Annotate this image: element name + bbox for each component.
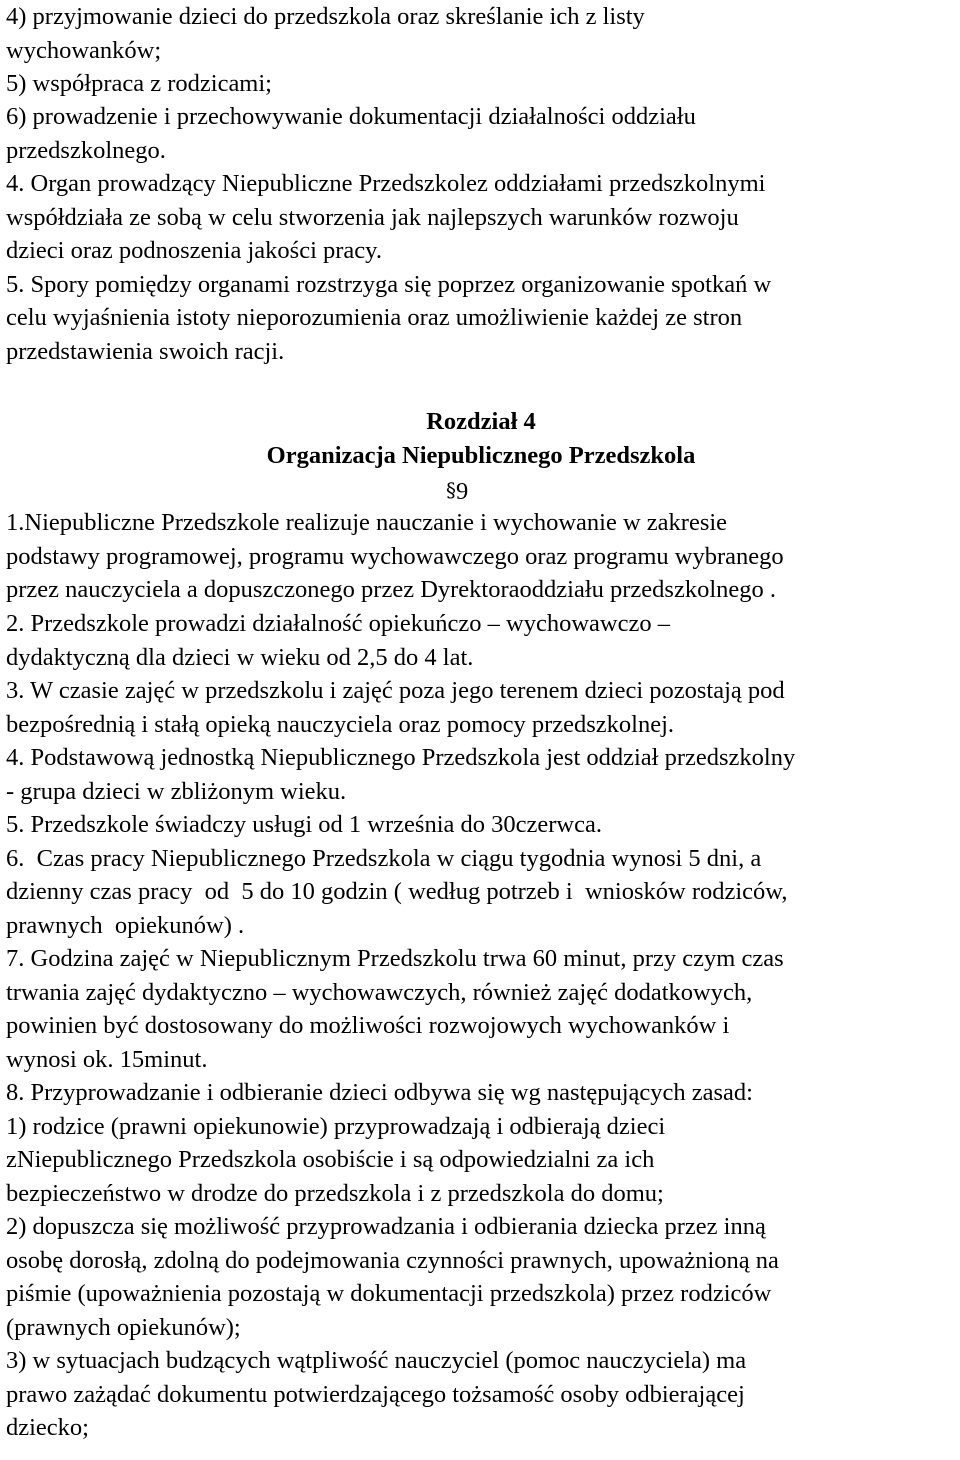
text-line: 6) prowadzenie i przechowywanie dokumentacji działalności oddziału bbox=[6, 103, 696, 130]
text-line: 3) w sytuacjach budzących wątpliwość nauczyciel (pomoc nauczyciela) ma bbox=[6, 1347, 747, 1374]
section-heading bbox=[446, 475, 468, 505]
text-line: 8. Przyprowadzanie i odbieranie dzieci odbywa się wg następujących zasad: bbox=[6, 1079, 753, 1106]
text-line: piśmie (upoważnienia pozostają w dokumentacji przedszkola) przez rodziców bbox=[6, 1280, 772, 1307]
section-number: 9 bbox=[456, 478, 469, 505]
text-line: podstawy programowej, programu wychowawczego oraz programu wybranego bbox=[6, 543, 784, 570]
text-line: 6. Czas pracy Niepublicznego Przedszkola w ciągu tygodnia wynosi 5 dni, a bbox=[6, 845, 762, 872]
text-line: zNiepublicznego Przedszkola osobiście i są odpowiedzialni za ich bbox=[6, 1146, 655, 1173]
text-line: współdziała ze sobą w celu stworzenia jak najlepszych warunków rozwoju bbox=[6, 204, 739, 231]
text-line: dzieci oraz podnoszenia jakości pracy. bbox=[6, 237, 382, 264]
text-line: 1) rodzice (prawni opiekunowie) przyprowadzają i odbierają dzieci bbox=[6, 1113, 666, 1140]
text-line: osobę dorosłą, zdolną do podejmowania czynności prawnych, upoważnioną na bbox=[6, 1247, 779, 1274]
text-line: prawnych opiekunów) . bbox=[6, 912, 245, 939]
text-line: 5) współpraca z rodzicami; bbox=[6, 70, 272, 97]
text-line: przedszkolnego. bbox=[6, 137, 166, 164]
text-line: 4. Organ prowadzący Niepubliczne Przedszkolez oddziałami przedszkolnymi bbox=[6, 170, 766, 197]
text-line: dzienny czas pracy od 5 do 10 godzin ( według potrzeb i wniosków rodziców, bbox=[6, 878, 788, 905]
text-line: bezpieczeństwo w drodze do przedszkola i z przedszkola do domu; bbox=[6, 1180, 664, 1207]
text-line: dziecko; bbox=[6, 1414, 89, 1441]
text-line: 1.Niepubliczne Przedszkole realizuje nauczanie i wychowanie w zakresie bbox=[6, 509, 728, 536]
text-line: 5. Przedszkole świadczy usługi od 1 września do 30czerwca. bbox=[6, 811, 602, 838]
text-line: przedstawienia swoich racji. bbox=[6, 338, 285, 365]
text-line: wychowanków; bbox=[6, 37, 162, 64]
text-line: bezpośrednią i stałą opieką nauczyciela oraz pomocy przedszkolnej. bbox=[6, 711, 675, 738]
text-line: 4. Podstawową jednostką Niepublicznego Przedszkola jest oddział przedszkolny bbox=[6, 744, 796, 771]
section-sign: § bbox=[446, 478, 456, 502]
text-line: celu wyjaśnienia istoty nieporozumienia oraz umożliwienie każdej ze stron bbox=[6, 304, 743, 331]
text-line: 5. Spory pomiędzy organami rozstrzyga się poprzez organizowanie spotkań w bbox=[6, 271, 772, 298]
text-line: 2) dopuszcza się możliwość przyprowadzania i odbierania dziecka przez inną bbox=[6, 1213, 766, 1240]
text-line: prawo zażądać dokumentu potwierdzającego tożsamość osoby odbierającej bbox=[6, 1381, 745, 1408]
text-line: 2. Przedszkole prowadzi działalność opiekuńczo – wychowawczo – bbox=[6, 610, 670, 637]
text-line: 3. W czasie zajęć w przedszkolu i zajęć poza jego terenem dzieci pozostają pod bbox=[6, 677, 785, 704]
text-line: 4) przyjmowanie dzieci do przedszkola oraz skreślanie ich z listy bbox=[6, 3, 645, 30]
text-line: 7. Godzina zajęć w Niepublicznym Przedszkolu trwa 60 minut, przy czym czas bbox=[6, 945, 784, 972]
text-line: - grupa dzieci w zbliżonym wieku. bbox=[6, 778, 347, 805]
chapter-title: Rozdział 4 bbox=[426, 408, 536, 435]
text-line: przez nauczyciela a dopuszczonego przez Dyrektoraoddziału przedszkolnego . bbox=[6, 576, 777, 603]
text-line: dydaktyczną dla dzieci w wieku od 2,5 do 4 lat. bbox=[6, 644, 474, 671]
chapter-subtitle: Organizacja Niepublicznego Przedszkola bbox=[266, 442, 696, 469]
text-line: (prawnych opiekunów); bbox=[6, 1314, 241, 1341]
text-line: wynosi ok. 15minut. bbox=[6, 1046, 208, 1073]
text-line: trwania zajęć dydaktyczno – wychowawczych, również zajęć dodatkowych, bbox=[6, 979, 753, 1006]
text-line: powinien być dostosowany do możliwości rozwojowych wychowanków i bbox=[6, 1012, 730, 1039]
